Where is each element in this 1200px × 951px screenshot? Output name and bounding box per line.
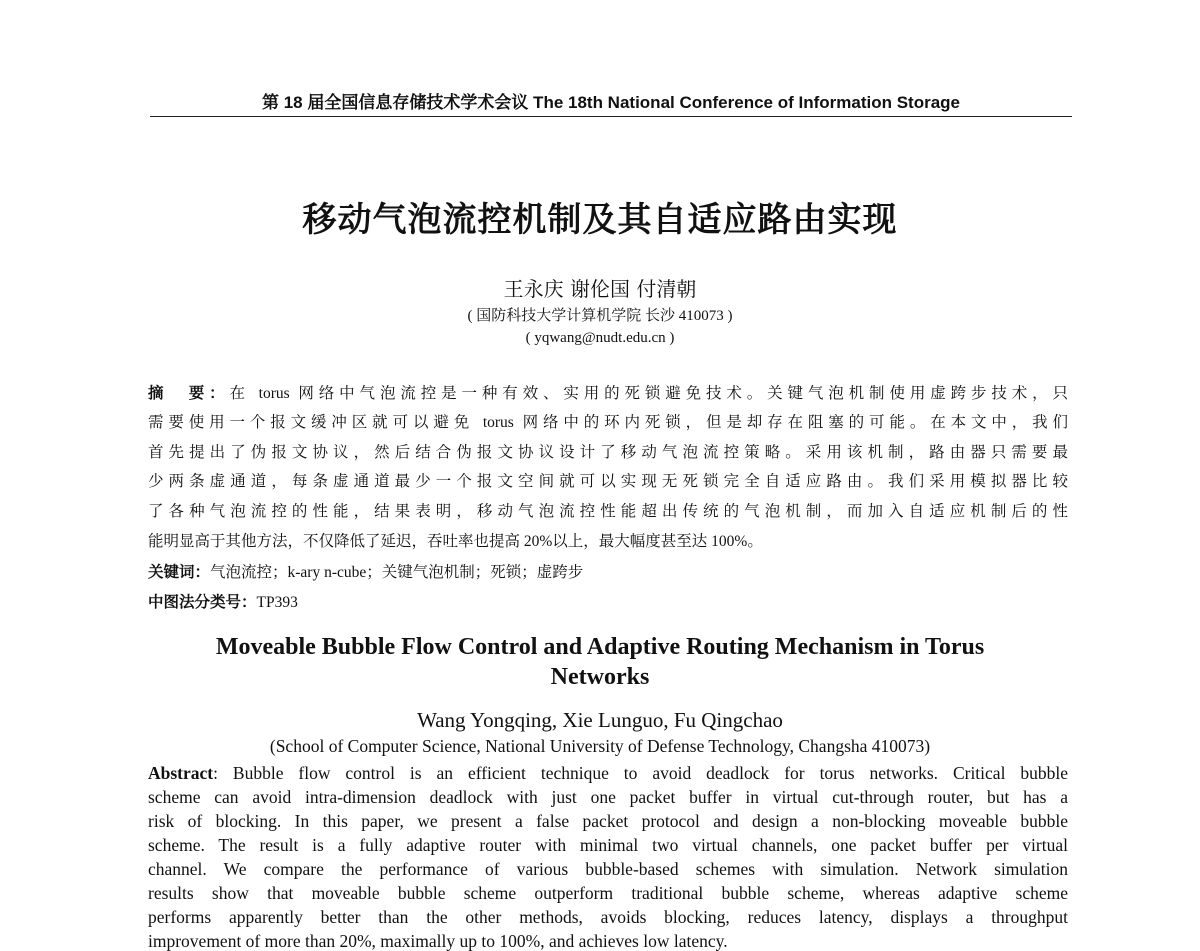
authors-cn: 王永庆 谢伦国 付清朝 — [503, 277, 697, 301]
abstract-en-line: scheme can avoid intra-dimension deadlock with just one packet buffer in virtual cut-through router, but has a — [148, 787, 1068, 807]
abstract-cn-line: 能明显高于其他方法，不仅降低了延迟，吞吐率也提高 20%以上，最大幅度甚至达 100%。 — [148, 533, 763, 550]
affiliation-cn: ( 国防科技大学计算机学院 长沙 410073 ) — [467, 308, 733, 324]
authors-en: Wang Yongqing, Xie Lunguo, Fu Qingchao — [417, 708, 783, 732]
abstract-en-line: scheme. The result is a fully adaptive router with minimal two virtual channels, one packet buffer per virtual — [148, 835, 1068, 855]
clc-number: 中图法分类号：TP393 — [148, 594, 298, 611]
abstract-cn-line: 需要使用一个报文缓冲区就可以避免 torus 网络中的环内死锁，但是却存在阻塞的可能。在本文中，我们 — [148, 414, 1068, 431]
title-cn: 移动气泡流控机制及其自适应路由实现 — [302, 200, 898, 240]
abstract-en-line: risk of blocking. In this paper, we present a false packet protocol and design a non-blocking moveable bubble — [148, 811, 1068, 831]
abstract-en-line: Abstract: Bubble flow control is an efficient technique to avoid deadlock for torus networks. Critical bubble — [148, 763, 1068, 783]
title-en-line: Moveable Bubble Flow Control and Adaptive Routing Mechanism in Torus — [215, 634, 985, 660]
email: ( yqwang@nudt.edu.cn ) — [525, 330, 675, 346]
abstract-cn-line: 少两条虚通道，每条虚通道最少一个报文空间就可以实现无死锁完全自适应路由。我们采用模拟器比较 — [148, 473, 1068, 490]
abstract-en-label: Abstract — [148, 763, 214, 783]
affiliation-en: (School of Computer Science, National University of Defense Technology, Changsha 410073) — [269, 736, 931, 756]
keywords-cn: 关键词：气泡流控；k-ary n-cube；关键气泡机制；死锁；虚跨步 — [148, 564, 584, 581]
abstract-cn-line: 首先提出了伪报文协议，然后结合伪报文协议设计了移动气泡流控策略。采用该机制，路由器只需要最 — [148, 444, 1068, 461]
abstract-en-line: improvement of more than 20%, maximally up to 100%, and achieves low latency. — [148, 931, 728, 951]
abstract-en-line: performs apparently better than the other methods, avoids blocking, reduces latency, displays a throughput — [148, 907, 1068, 927]
header-rule — [150, 116, 1072, 117]
abstract-cn-label: 摘 要： — [148, 385, 230, 402]
title-en-line: Networks — [550, 664, 650, 690]
running-header: 第 18 届全国信息存储技术学术会议 The 18th National Conference of Information Storage — [261, 93, 960, 112]
abstract-en-line: channel. We compare the performance of various bubble-based schemes with simulation. Network simulation — [148, 859, 1068, 879]
abstract-cn-line: 摘 要：在 torus 网络中气泡流控是一种有效、实用的死锁避免技术。关键气泡机制使用虚跨步技术，只 — [148, 385, 1068, 402]
abstract-en-line: results show that moveable bubble scheme outperform traditional bubble scheme, whereas adaptive scheme — [148, 883, 1068, 903]
abstract-cn-line: 了各种气泡流控的性能，结果表明，移动气泡流控性能超出传统的气泡机制，而加入自适应机制后的性 — [148, 503, 1068, 520]
